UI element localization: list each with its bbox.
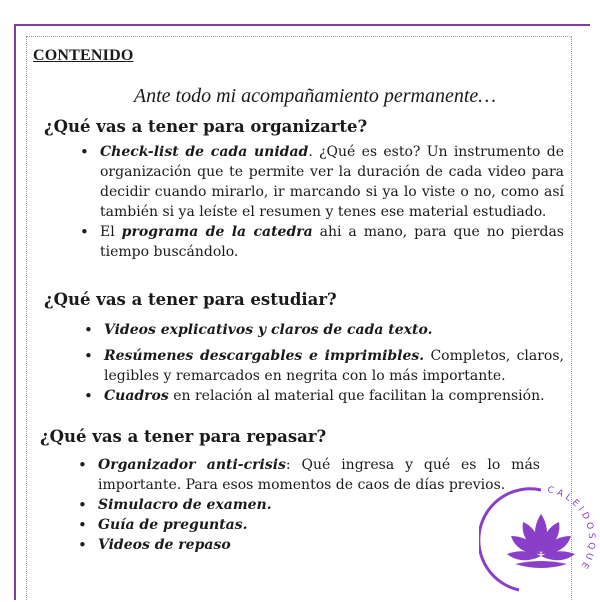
item-text: Completos, claros, legibles y remarcados en negrita con lo más importante. <box>104 348 564 384</box>
item-emphasis: Videos de repaso <box>98 537 231 553</box>
page-subtitle: Ante todo mi acompañamiento permanente… <box>133 85 497 107</box>
item-emphasis: Cuadros <box>104 388 169 404</box>
list-estudiar <box>82 320 564 406</box>
lotus-flower <box>507 514 575 568</box>
lotus-logo-icon <box>479 478 600 602</box>
item-text: en relación al material que facilitan la comprensión. <box>168 388 545 404</box>
list-item <box>76 495 540 515</box>
section-title-estudiar: ¿Qué vas a tener para estudiar? <box>44 290 337 309</box>
list-item <box>76 535 540 555</box>
item-emphasis: Guía de preguntas. <box>98 517 248 533</box>
section-title-repasar: ¿Qué vas a tener para repasar? <box>40 427 327 446</box>
list-item <box>76 455 540 495</box>
item-emphasis: Check-list de cada unidad <box>100 144 309 160</box>
item-emphasis: Resúmenes descargables e imprimibles. <box>104 348 425 364</box>
item-emphasis: Simulacro de examen. <box>98 497 272 513</box>
list-item <box>78 222 564 262</box>
item-text: . ¿Qué es esto? Un instrumento de organización que te permite ver la duración de cada video para decidir cuando mirarlo, ir marcando si ya lo viste o no, como así también si ya leíste el resumen y tenes ese material estudiado. <box>100 144 564 220</box>
item-prefix: El <box>100 224 122 240</box>
item-text: : Qué ingresa y qué es lo más importante. Para esos momentos de caos de días previos. <box>98 457 540 493</box>
list-item <box>76 515 540 535</box>
section-title-organizarte: ¿Qué vas a tener para organizarte? <box>44 117 368 136</box>
list-organizarte <box>78 142 564 262</box>
list-item <box>78 142 564 222</box>
item-emphasis: programa de la catedra <box>121 224 313 240</box>
list-item <box>82 346 564 386</box>
logo-text: CALEIDOSQUE <box>546 485 597 573</box>
item-emphasis: Organizador anti-crisis <box>98 457 286 473</box>
list-item <box>82 320 564 340</box>
page-heading: CONTENIDO <box>33 47 134 64</box>
item-text: ahi a mano, para que no pierdas tiempo buscándolo. <box>100 224 564 260</box>
item-emphasis: Videos explicativos y claros de cada texto. <box>104 322 433 338</box>
list-item <box>82 386 564 406</box>
list-repasar <box>76 455 540 555</box>
